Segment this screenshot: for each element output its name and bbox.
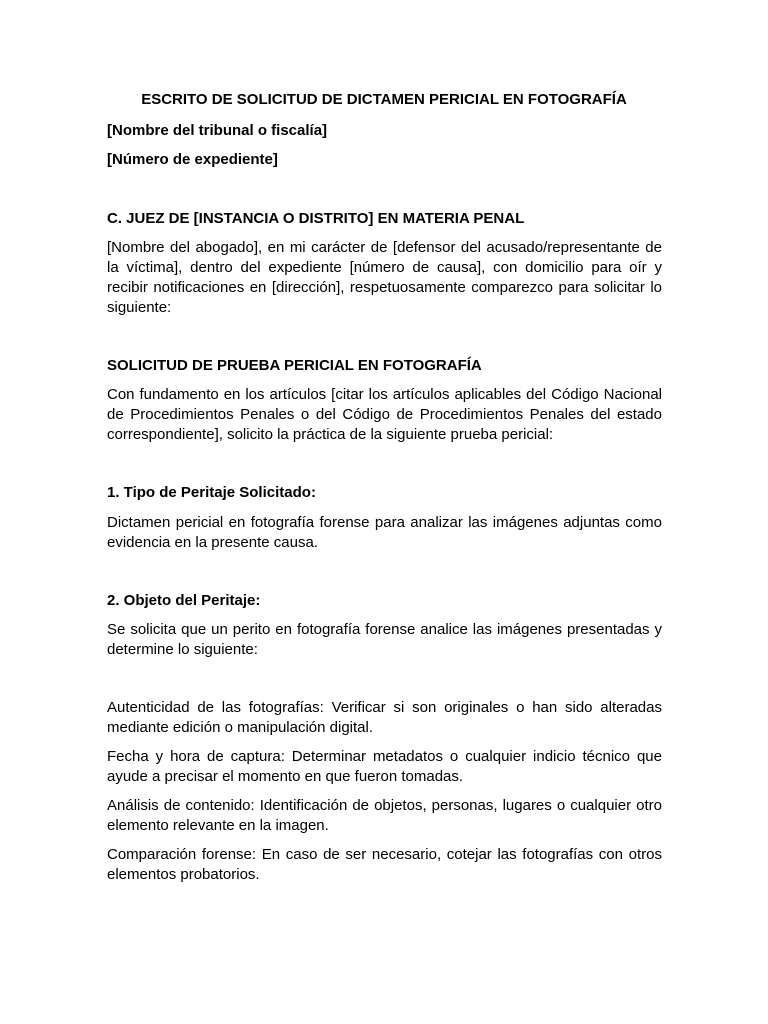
point-line: Análisis de contenido: Identificación de objetos, personas, lugares o cualquier otro [107, 797, 662, 814]
item2-line: determine lo siguiente: [107, 641, 258, 658]
point-line: ayude a precisar el momento en que fueron tomadas. [107, 768, 464, 785]
case-number-placeholder: [Número de expediente] [107, 151, 278, 168]
basis-line: de Procedimientos Penales o del Código de Procedimientos Penales del estado [107, 406, 662, 423]
basis-line: correspondiente], solicito la práctica de la siguiente prueba pericial: [107, 426, 554, 443]
point-line: elemento relevante en la imagen. [107, 817, 329, 834]
item1-paragraph [107, 513, 662, 553]
document-title: ESCRITO DE SOLICITUD DE DICTAMEN PERICIAL EN FOTOGRAFÍA [141, 91, 627, 108]
item2-paragraph [107, 620, 662, 660]
item2-line: Se solicita que un perito en fotografía forense analice las imágenes presentadas y [107, 621, 662, 638]
intro-line: recibir notificaciones en [dirección], respetuosamente comparezco para solicitar lo [107, 279, 662, 296]
item1-heading: 1. Tipo de Peritaje Solicitado: [107, 484, 316, 501]
point-line: elementos probatorios. [107, 866, 260, 883]
intro-line: siguiente: [107, 299, 172, 316]
legal-basis-paragraph [107, 385, 662, 445]
basis-line: Con fundamento en los artículos [citar los artículos aplicables del Código Nacional [107, 386, 662, 403]
intro-paragraph [107, 238, 662, 318]
point-forensic-comparison [107, 845, 662, 885]
point-content-analysis [107, 796, 662, 836]
item2-heading: 2. Objeto del Peritaje: [107, 592, 261, 609]
point-line: Fecha y hora de captura: Determinar metadatos o cualquier indicio técnico que [107, 748, 662, 765]
section-heading: SOLICITUD DE PRUEBA PERICIAL EN FOTOGRAFÍA [107, 357, 482, 374]
addressee-heading: C. JUEZ DE [INSTANCIA O DISTRITO] EN MATERIA PENAL [107, 210, 525, 227]
intro-line: [Nombre del abogado], en mi carácter de [defensor del acusado/representante de [107, 239, 662, 256]
intro-line: la víctima], dentro del expediente [número de causa], con domicilio para oír y [107, 259, 662, 276]
court-name-placeholder: [Nombre del tribunal o fiscalía] [107, 122, 328, 139]
point-line: Comparación forense: En caso de ser necesario, cotejar las fotografías con otros [107, 846, 662, 863]
item1-line: Dictamen pericial en fotografía forense para analizar las imágenes adjuntas como [107, 514, 662, 531]
point-line: mediante edición o manipulación digital. [107, 719, 374, 736]
point-capture-date [107, 747, 662, 787]
point-line: Autenticidad de las fotografías: Verificar si son originales o han sido alteradas [107, 699, 662, 716]
item1-line: evidencia en la presente causa. [107, 534, 318, 551]
point-authenticity [107, 698, 662, 738]
